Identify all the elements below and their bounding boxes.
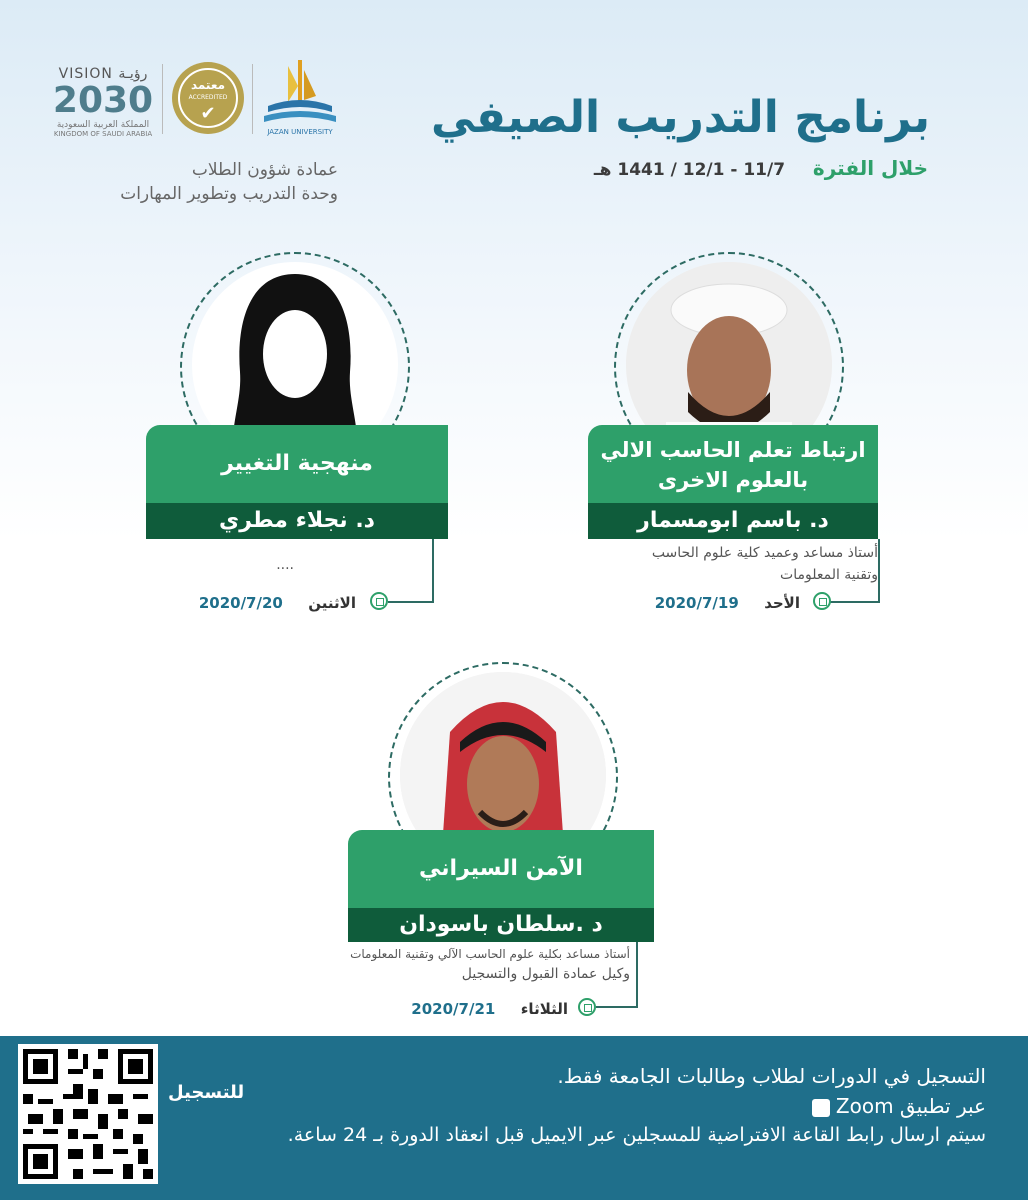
speaker-date-row [411,999,568,1018]
check-icon: ✔ [200,103,216,124]
connector-line [388,539,434,603]
speaker-name: د. باسم ابومسمار [588,503,878,539]
speaker-date: 2020/7/20 [198,594,283,612]
dept-line-1: عمادة شؤون الطلاب [191,160,338,180]
speaker-desc-line: وتقنية المعلومات [780,567,878,583]
speaker-date-row [199,593,356,612]
calendar-icon [578,998,596,1016]
zoom-text: عبر تطبيق Zoom [835,1094,986,1118]
speaker-name: د. نجلاء مطري [146,503,448,539]
speaker-date: 2020/7/21 [411,1000,496,1018]
calendar-icon [813,592,831,610]
speaker-day: الثلاثاء [520,1000,568,1018]
footer-line-2 [806,1094,986,1118]
footer-line-3: سيتم ارسال رابط القاعة الافتراضية للمسجلين عبر الايميل قبل انعقاد الدورة بـ 24 ساعة. [287,1124,986,1146]
footer-line-1: التسجيل في الدورات لطلاب وطالبات الجامعة فقط. [557,1064,986,1088]
speaker-desc [350,944,630,984]
logo-divider [162,64,163,134]
university-logo [258,56,342,138]
calendar-icon [370,592,388,610]
vision-year: 2030 [52,80,154,121]
accredit-ar: معتمد [190,78,226,92]
period-line [594,156,928,180]
speaker-topic: منهجية التغيير [146,425,448,503]
speaker-date: 2020/7/19 [654,594,739,612]
speaker-desc-line: وكيل عمادة القبول والتسجيل [461,966,630,982]
connector-line [596,942,638,1008]
register-label: للتسجيل [168,1082,245,1103]
vision-label: VISION رؤيـة [58,66,148,82]
speaker-desc-line: أستاذ مساعد وعميد كلية علوم الحاسب [651,545,878,561]
speaker-topic: الآمن السيراني [348,830,654,908]
speaker-day: الاثنين [308,594,356,612]
vision-kingdom-ar: المملكة العربية السعودية [56,120,150,130]
connector-line [830,539,880,603]
page-title: برنامج التدريب الصيفي [430,92,930,143]
accreditation-seal [172,62,244,134]
vision-2030-logo [48,66,158,138]
qr-code[interactable] [18,1044,158,1184]
speaker-desc-line: أستاذ مساعد بكلية علوم الحاسب الآلي وتقنية المعلومات [350,947,630,961]
speaker-topic: ارتباط تعلم الحاسب الالي بالعلوم الاخرى [588,425,878,503]
speaker-date-row [655,593,800,612]
speaker-desc: .... [276,557,294,573]
period-range: 11/7 - 12/1 / 1441 هـ [593,160,786,180]
period-label: خلال الفترة [812,156,928,180]
vision-kingdom-en: KINGDOM OF SAUDI ARABIA [53,130,153,138]
speaker-day: الأحد [764,594,800,612]
logo-divider [252,64,253,134]
accredit-en: ACCREDITED [188,94,228,101]
dept-line-2: وحدة التدريب وتطوير المهارات [120,184,338,204]
department-block [120,158,338,206]
zoom-icon [812,1099,830,1117]
svg-text:JAZAN UNIVERSITY: JAZAN UNIVERSITY [267,128,333,136]
speaker-name: د .سلطان باسودان [348,908,654,942]
